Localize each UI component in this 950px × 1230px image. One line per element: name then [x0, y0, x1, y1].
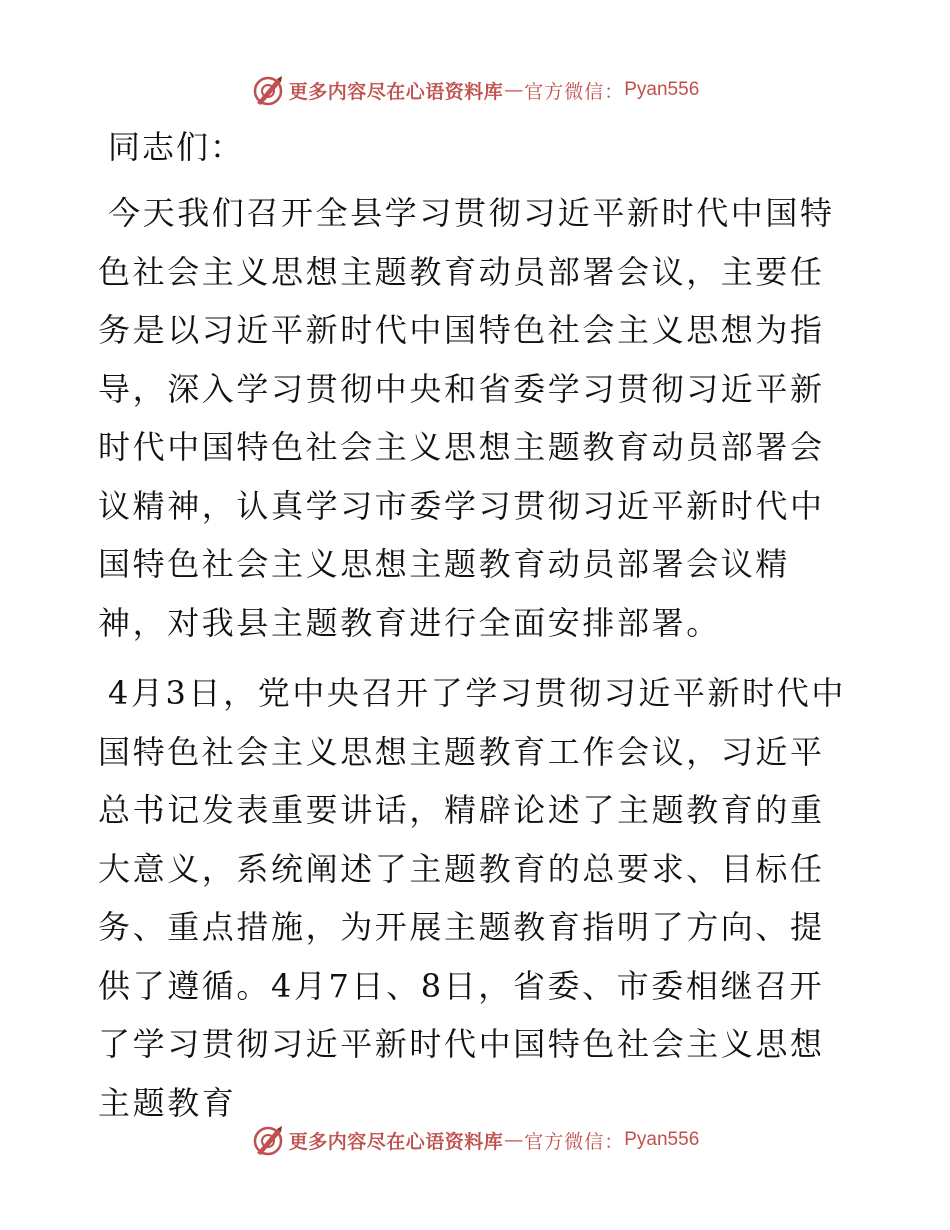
watermark-dash: — [504, 79, 524, 101]
salutation: 同志们： [108, 128, 245, 166]
watermark-label: 官方微信： [524, 1130, 625, 1153]
watermark-brand: 更多内容尽在心语资料库 [288, 80, 504, 103]
document-body [98, 118, 858, 1144]
paragraph-1: 今天我们召开全县学习贯彻习近平新时代中国特色社会主义思想主题教育动员部署会议，主要任务是以习近平新时代中国特色社会主义思想为指导，深入学习贯彻中央和省委学习贯彻习近平新时代中国特色社会主义思想主题教育动员部署会议精神，认真学习市委学习贯彻习近平新时代中国特色社会主义思想主题教育动员部署会议精神，对我县主题教育进行全面安排部署。 [98, 194, 835, 642]
watermark-account: Pyan556 [624, 1129, 700, 1150]
pen-logo-icon [251, 1123, 285, 1157]
header-watermark [0, 70, 950, 110]
footer-watermark [0, 1120, 950, 1160]
watermark-label: 官方微信： [524, 80, 625, 103]
watermark-brand: 更多内容尽在心语资料库 [288, 1130, 504, 1153]
paragraph-2: 4月3日，党中央召开了学习贯彻习近平新时代中国特色社会主义思想主题教育工作会议，习近平总书记发表重要讲话，精辟论述了主题教育的重大意义，系统阐述了主题教育的总要求、目标任务、重点措施，为开展主题教育指明了方向、提供了遵循。4月7日、8日，省委、市委相继召开了学习贯彻习近平新时代中国特色社会主义思想主题教育 [98, 674, 846, 1122]
pen-logo-icon [251, 73, 285, 107]
watermark-account: Pyan556 [624, 79, 700, 100]
watermark-dash: — [504, 1129, 524, 1151]
